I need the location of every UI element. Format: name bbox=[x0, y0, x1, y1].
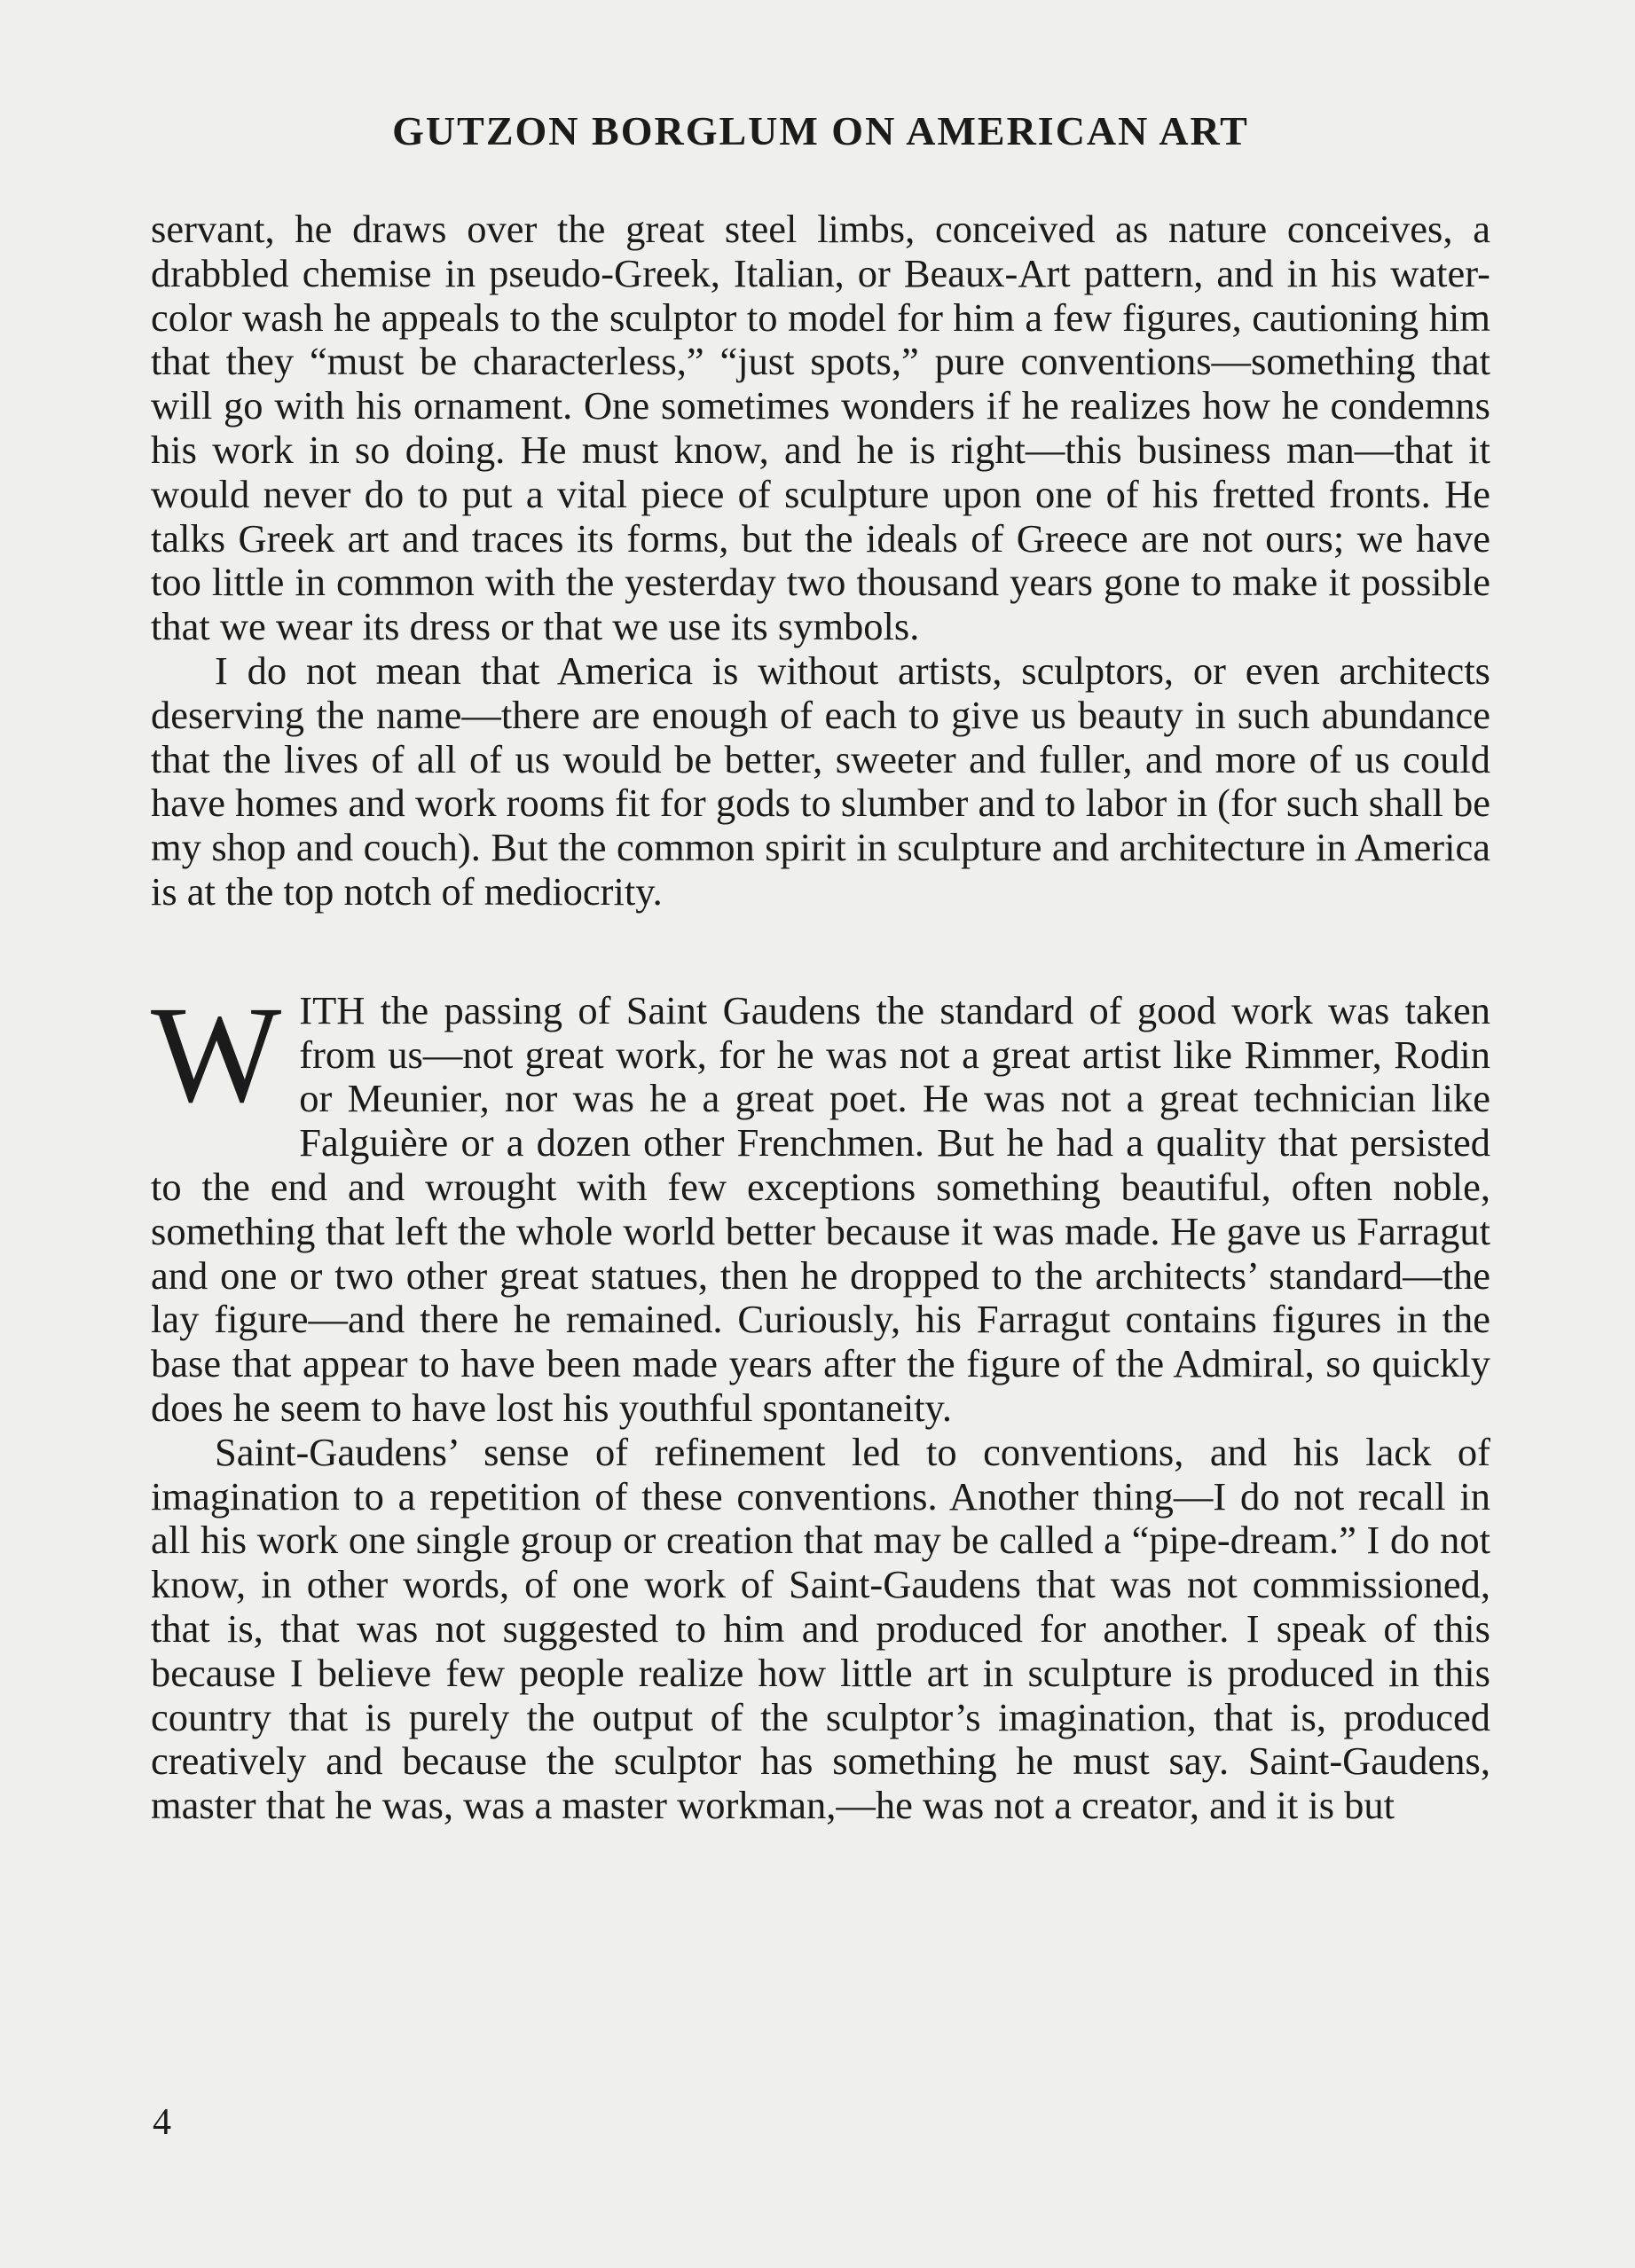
drop-cap: W bbox=[151, 977, 282, 1131]
running-header: GUTZON BORGLUM ON AMERICAN ART bbox=[392, 108, 1249, 153]
paragraph-with-drop-cap bbox=[151, 977, 1490, 1431]
page-number: 4 bbox=[153, 2102, 171, 2143]
paragraph-text: ITH the passing of Saint Gaudens the standard of good work was taken from us—not great work, for he was not a great artist like Rimmer, Rodin or Meunier, nor was he a great poet. He was not a great technician like Falguière or a dozen other Frenchmen. But he had a quality that persisted to the end and wrought with few exceptions something beautiful, often noble, something that left the whole world better because it was made. He gave us Farragut and one or two other great statues, then he dropped to the architects’ standard—the lay figure—and there he remained. Curiously, his Farragut contains figures in the base that appear to have been made years after the figure of the Admiral, so quickly does he seem to have lost his youthful spontaneity. bbox=[151, 987, 1490, 1430]
paragraph: I do not mean that America is without artists, sculptors, or even architects deserving the name—there are enough of each to give us beauty in such abundance that the lives of all of us would be better, sweeter and fuller, and more of us could have homes and work rooms fit for gods to slumber and to labor in (for such shall be my shop and couch). But the common spirit in sculpture and architecture in America is at the top notch of mediocrity. bbox=[151, 647, 1490, 914]
paragraph: servant, he draws over the great steel limbs, conceived as nature conceives, a drabbled chemise in pseudo-Greek, Italian, or Beaux-Art pattern, and in his water-color wash he appeals to the sculptor to model for him a few figures, cautioning him that they “must be characterless,” “just spots,” pure conventions—something that will go with his ornament. One sometimes wonders if he realizes how he condemns his work in so doing. He must know, and he is right—this business man—that it would never do to put a vital piece of sculpture upon one of his fretted fronts. He talks Greek art and traces its forms, but the ideals of Greece are not ours; we have too little in common with the yesterday two thousand years gone to make it possible that we wear its dress or that we use its symbols. bbox=[151, 207, 1490, 649]
article-body bbox=[151, 208, 1490, 1828]
paragraph: Saint-Gaudens’ sense of refinement led to conventions, and his lack of imagination to a repetition of these conventions. Another thing—I do not recall in all his work one single group or creation that may be called a “pipe-dream.” I do not know, in other words, of one work of Saint-Gaudens that was not commissioned, that is, that was not suggested to him and produced for another. I speak of this because I believe few people realize how little art in sculpture is produced in this country that is purely the output of the sculptor’s imagination, that is, produced creatively and because the sculptor has something he must say. Saint-Gaudens, master that he was, was a master workman,—he was not a creator, and it is but bbox=[151, 1429, 1490, 1828]
